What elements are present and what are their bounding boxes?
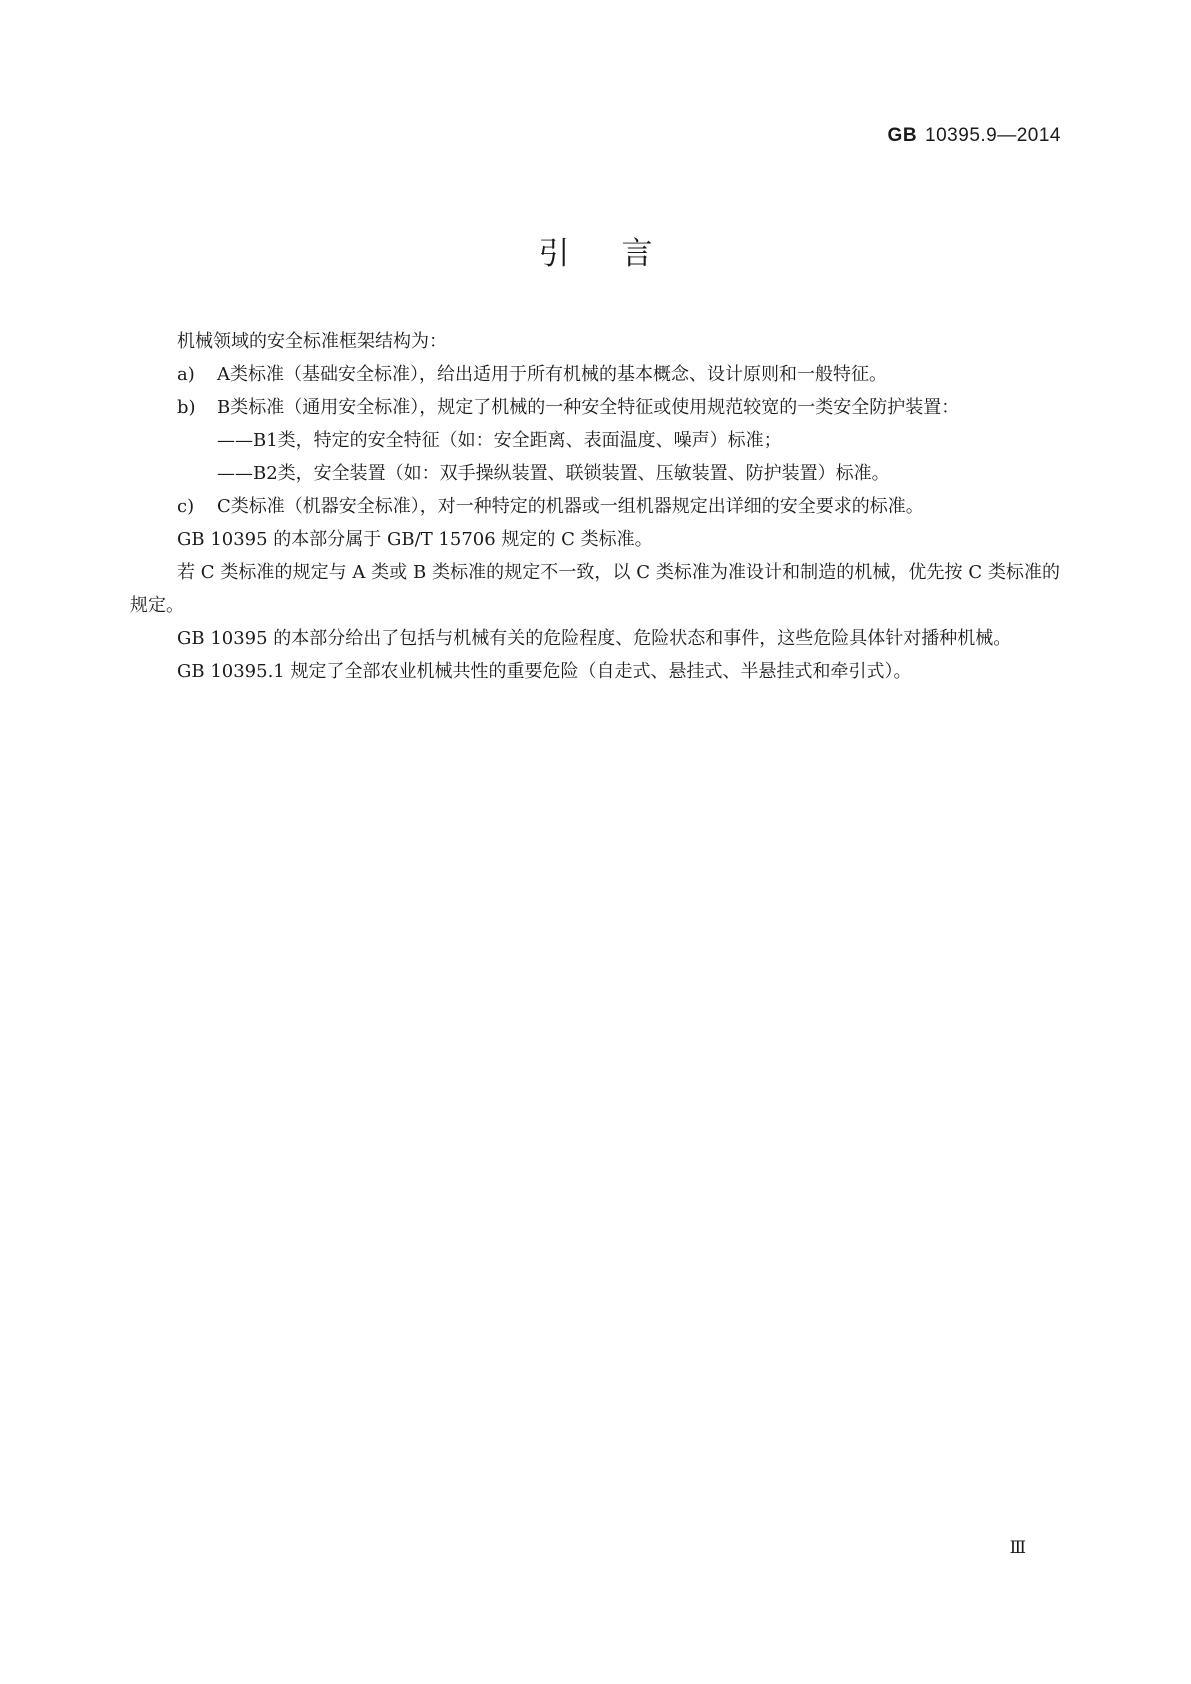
standard-number: 10395.9—2014 (925, 125, 1061, 146)
list-marker-a: a) (177, 364, 195, 385)
list-text-c: C类标准（机器安全标准），对一种特定的机器或一组机器规定出详细的安全要求的标准。 (217, 496, 924, 517)
list-item-a (130, 358, 1060, 391)
paragraph-3: GB 10395 的本部分给出了包括与机械有关的危险程度、危险状态和事件，这些危险具体针对播种机械。 (177, 628, 1012, 649)
list-text-b: B类标准（通用安全标准），规定了机械的一种安全特征或使用规范较宽的一类安全防护装置： (217, 397, 960, 418)
list-item-b (130, 391, 1060, 424)
paragraph-4: GB 10395.1 规定了全部农业机械共性的重要危险（自走式、悬挂式、半悬挂式和牵引式）。 (177, 661, 912, 682)
standard-prefix: GB (887, 125, 918, 146)
list-item-c (130, 490, 1060, 523)
intro-line: 机械领域的安全标准框架结构为： (177, 331, 447, 352)
sub-item-b2: ——B2类，安全装置（如：双手操纵装置、联锁装置、压敏装置、防护装置）标准。 (217, 463, 890, 484)
sub-item-b1: ——B1类，特定的安全特征（如：安全距离、表面温度、噪声）标准； (217, 430, 782, 451)
paragraph-1: GB 10395 的本部分属于 GB/T 15706 规定的 C 类标准。 (177, 529, 653, 550)
page-title: 引言 (538, 236, 705, 272)
document-body (130, 325, 1060, 688)
list-text-a: A类标准（基础安全标准），给出适用于所有机械的基本概念、设计原则和一般特征。 (217, 364, 887, 385)
standard-code (888, 125, 1061, 147)
list-marker-b: b) (177, 397, 196, 418)
paragraph-2: 若 C 类标准的规定与 A 类或 B 类标准的规定不一致，以 C 类标准为准设计和制造的机械，优先按 C 类标准的规定。 (130, 562, 1060, 616)
page-number: Ⅲ (1009, 1538, 1026, 1558)
list-marker-c: c) (177, 496, 195, 517)
